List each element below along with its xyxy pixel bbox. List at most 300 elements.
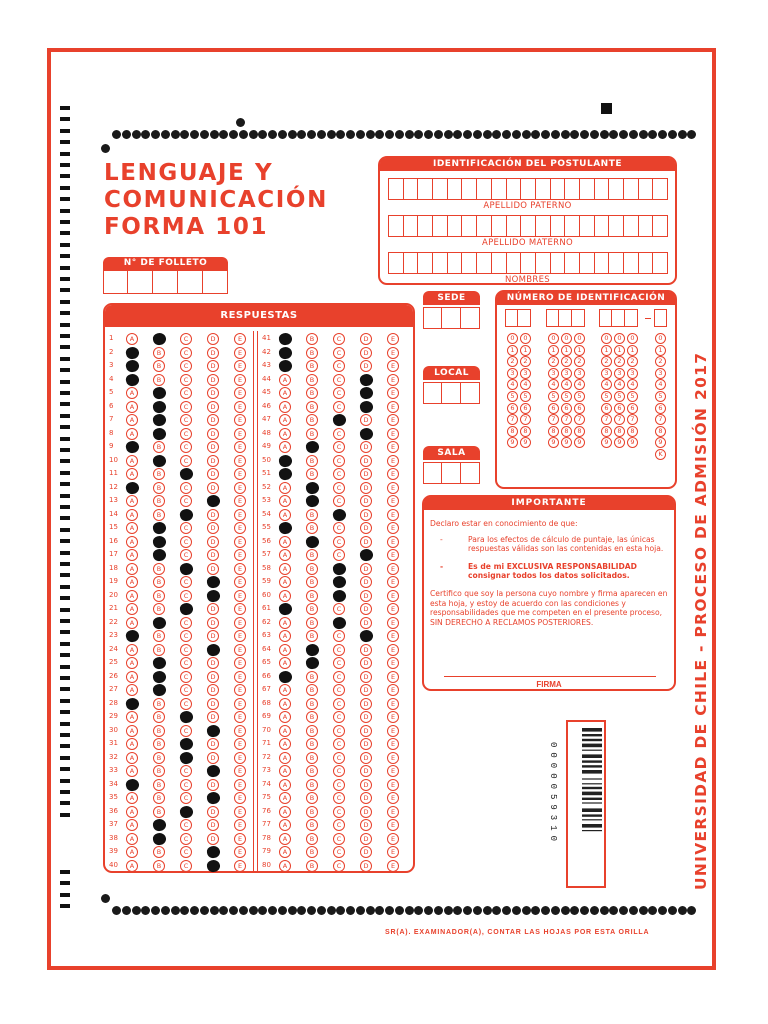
id-number-box[interactable] (599, 309, 612, 327)
id-digit-bubble[interactable]: 7 (601, 414, 612, 425)
answer-bubble[interactable]: A (126, 792, 138, 804)
answer-bubble[interactable]: D (360, 779, 372, 791)
folleto-box[interactable] (153, 270, 178, 294)
answer-bubble[interactable]: D (360, 333, 372, 345)
answer-bubble[interactable]: D (207, 482, 219, 494)
answer-bubble[interactable]: B (153, 846, 165, 858)
identification-box[interactable] (536, 252, 551, 274)
answer-bubble[interactable]: D (360, 563, 372, 575)
answer-bubble[interactable]: A (279, 630, 291, 642)
answer-bubble[interactable]: C (333, 468, 345, 480)
answer-bubble[interactable]: E (387, 671, 399, 683)
id-digit-bubble[interactable]: 9 (627, 437, 638, 448)
answer-bubble[interactable]: A (126, 455, 138, 467)
answer-bubble[interactable]: E (387, 752, 399, 764)
answer-bubble[interactable]: A (126, 603, 138, 615)
answer-bubble[interactable]: E (387, 657, 399, 669)
answer-bubble[interactable] (125, 696, 140, 710)
id-digit-bubble[interactable]: 8 (614, 426, 625, 437)
answer-bubble[interactable] (179, 467, 194, 481)
check-digit-bubble[interactable]: 0 (655, 333, 666, 344)
answer-bubble[interactable]: E (234, 536, 246, 548)
answer-bubble[interactable]: A (279, 441, 291, 453)
id-digit-bubble[interactable]: 2 (574, 356, 585, 367)
answer-bubble[interactable]: A (279, 657, 291, 669)
identification-box[interactable] (462, 252, 477, 274)
id-digit-bubble[interactable]: 2 (561, 356, 572, 367)
answer-bubble[interactable]: C (180, 617, 192, 629)
answer-bubble[interactable]: E (387, 779, 399, 791)
answer-bubble[interactable]: E (234, 603, 246, 615)
answer-bubble[interactable]: E (234, 522, 246, 534)
answer-bubble[interactable]: E (387, 455, 399, 467)
answer-bubble[interactable]: E (234, 819, 246, 831)
answer-bubble[interactable]: E (387, 387, 399, 399)
id-digit-bubble[interactable]: 5 (520, 391, 531, 402)
answer-bubble[interactable]: A (126, 617, 138, 629)
answer-bubble[interactable]: A (126, 671, 138, 683)
answer-bubble[interactable]: E (234, 333, 246, 345)
id-digit-bubble[interactable]: 8 (627, 426, 638, 437)
answer-bubble[interactable]: C (333, 833, 345, 845)
answer-bubble[interactable]: C (333, 549, 345, 561)
answer-bubble[interactable]: B (153, 374, 165, 386)
answer-bubble[interactable]: A (279, 401, 291, 413)
check-digit-bubble[interactable]: 1 (655, 345, 666, 356)
answer-bubble[interactable]: C (180, 698, 192, 710)
answer-bubble[interactable]: B (306, 833, 318, 845)
answer-bubble[interactable]: D (360, 414, 372, 426)
answer-bubble[interactable]: E (387, 374, 399, 386)
answer-bubble[interactable]: B (306, 333, 318, 345)
identification-box-row[interactable] (388, 252, 668, 274)
answer-bubble[interactable]: B (306, 738, 318, 750)
answer-bubble[interactable]: E (234, 725, 246, 737)
answer-bubble[interactable]: C (333, 711, 345, 723)
answer-bubble[interactable]: D (360, 738, 372, 750)
identification-box[interactable] (388, 215, 404, 237)
answer-bubble[interactable]: A (126, 860, 138, 872)
answer-bubble[interactable]: A (126, 333, 138, 345)
id-number-box[interactable] (654, 309, 667, 327)
answer-bubble[interactable]: A (126, 563, 138, 575)
answer-bubble[interactable]: C (180, 347, 192, 359)
answer-bubble[interactable]: D (207, 549, 219, 561)
answer-bubble[interactable]: B (306, 455, 318, 467)
id-digit-bubble[interactable]: 4 (627, 379, 638, 390)
answer-bubble[interactable] (278, 467, 293, 481)
answer-bubble[interactable]: E (234, 630, 246, 642)
id-digit-bubble[interactable]: 9 (507, 437, 518, 448)
answer-bubble[interactable]: D (360, 698, 372, 710)
answer-bubble[interactable]: E (234, 563, 246, 575)
answer-bubble[interactable]: A (279, 752, 291, 764)
identification-box[interactable] (565, 178, 580, 200)
answer-bubble[interactable]: E (234, 549, 246, 561)
id-digit-bubble[interactable]: 7 (507, 414, 518, 425)
answer-bubble[interactable]: E (387, 509, 399, 521)
identification-box[interactable] (609, 252, 624, 274)
answer-bubble[interactable]: A (279, 428, 291, 440)
answer-bubble[interactable]: C (333, 657, 345, 669)
answer-bubble[interactable]: E (234, 468, 246, 480)
answer-bubble[interactable]: D (207, 563, 219, 575)
identification-box[interactable] (639, 252, 654, 274)
answer-bubble[interactable] (206, 723, 221, 737)
answer-bubble[interactable]: B (306, 779, 318, 791)
answer-bubble[interactable]: E (234, 698, 246, 710)
answer-bubble[interactable]: B (153, 806, 165, 818)
answer-bubble[interactable]: D (207, 414, 219, 426)
identification-box[interactable] (433, 178, 448, 200)
answer-bubble[interactable] (125, 440, 140, 454)
answer-bubble[interactable] (152, 386, 167, 400)
answer-bubble[interactable] (278, 345, 293, 359)
answer-bubble[interactable]: C (180, 576, 192, 588)
id-digit-bubble[interactable]: 0 (561, 333, 572, 344)
answer-bubble[interactable]: C (333, 752, 345, 764)
id-digit-bubble[interactable]: 4 (614, 379, 625, 390)
answer-bubble[interactable]: A (126, 819, 138, 831)
answer-bubble[interactable]: E (234, 846, 246, 858)
id-digit-bubble[interactable]: 8 (574, 426, 585, 437)
answer-bubble[interactable]: E (234, 360, 246, 372)
answer-bubble[interactable]: E (234, 806, 246, 818)
local-boxes[interactable] (423, 382, 480, 404)
answer-bubble[interactable]: E (387, 711, 399, 723)
id-digit-bubble[interactable]: 6 (627, 403, 638, 414)
answer-bubble[interactable]: E (234, 711, 246, 723)
identification-box[interactable] (580, 252, 595, 274)
answer-bubble[interactable]: E (387, 738, 399, 750)
id-digit-bubble[interactable]: 3 (601, 368, 612, 379)
id-digit-bubble[interactable]: 1 (548, 345, 559, 356)
answer-bubble[interactable]: A (126, 468, 138, 480)
answer-bubble[interactable] (359, 399, 374, 413)
answer-bubble[interactable]: E (387, 630, 399, 642)
answer-bubble[interactable] (332, 561, 347, 575)
answer-bubble[interactable] (152, 831, 167, 845)
answer-bubble[interactable]: E (234, 495, 246, 507)
answer-bubble[interactable]: A (279, 495, 291, 507)
id-digit-bubble[interactable]: 1 (520, 345, 531, 356)
answer-bubble[interactable]: E (387, 846, 399, 858)
identification-box[interactable] (551, 178, 566, 200)
identification-box[interactable] (418, 215, 433, 237)
answer-bubble[interactable]: A (279, 374, 291, 386)
id-digit-bubble[interactable]: 6 (520, 403, 531, 414)
identification-box[interactable] (653, 178, 668, 200)
id-digit-bubble[interactable]: 4 (561, 379, 572, 390)
check-digit-bubble[interactable]: 5 (655, 391, 666, 402)
identification-box[interactable] (595, 252, 610, 274)
answer-bubble[interactable]: D (360, 671, 372, 683)
answer-bubble[interactable]: B (306, 563, 318, 575)
answer-bubble[interactable]: D (207, 630, 219, 642)
answer-bubble[interactable]: A (126, 657, 138, 669)
answer-bubble[interactable] (305, 656, 320, 670)
answer-bubble[interactable]: A (279, 684, 291, 696)
answer-bubble[interactable]: D (360, 806, 372, 818)
id-digit-bubble[interactable]: 0 (520, 333, 531, 344)
identification-box[interactable] (551, 252, 566, 274)
answer-bubble[interactable] (125, 480, 140, 494)
answer-bubble[interactable]: D (207, 779, 219, 791)
answer-bubble[interactable]: C (333, 698, 345, 710)
answer-bubble[interactable] (332, 413, 347, 427)
id-digit-bubble[interactable]: 4 (520, 379, 531, 390)
answer-bubble[interactable]: D (207, 455, 219, 467)
answer-bubble[interactable] (278, 332, 293, 346)
answer-bubble[interactable]: E (387, 833, 399, 845)
id-number-box[interactable] (572, 309, 585, 327)
answer-bubble[interactable]: B (306, 347, 318, 359)
id-number-box[interactable] (518, 309, 531, 327)
answer-bubble[interactable]: D (207, 333, 219, 345)
answer-bubble[interactable]: B (153, 590, 165, 602)
answer-bubble[interactable]: D (360, 752, 372, 764)
identification-box[interactable] (462, 215, 477, 237)
identification-box[interactable] (536, 215, 551, 237)
answer-bubble[interactable] (125, 359, 140, 373)
answer-bubble[interactable] (206, 588, 221, 602)
answer-bubble[interactable]: D (207, 603, 219, 615)
identification-box[interactable] (433, 215, 448, 237)
answer-bubble[interactable]: D (360, 590, 372, 602)
answer-bubble[interactable]: B (306, 711, 318, 723)
id-digit-bubble[interactable]: 1 (561, 345, 572, 356)
answer-bubble[interactable]: A (126, 414, 138, 426)
answer-bubble[interactable]: B (306, 401, 318, 413)
identification-box[interactable] (477, 178, 492, 200)
id-digit-bubble[interactable]: 8 (507, 426, 518, 437)
answer-bubble[interactable]: A (126, 522, 138, 534)
answer-bubble[interactable]: B (306, 860, 318, 872)
check-digit-bubble[interactable]: 8 (655, 426, 666, 437)
answer-bubble[interactable]: C (333, 374, 345, 386)
id-digit-bubble[interactable]: 1 (507, 345, 518, 356)
answer-bubble[interactable]: E (234, 765, 246, 777)
id-digit-bubble[interactable]: 5 (561, 391, 572, 402)
id-number-boxes[interactable] (546, 309, 585, 327)
answer-bubble[interactable]: E (234, 833, 246, 845)
answer-bubble[interactable]: D (360, 617, 372, 629)
check-digit-bubble[interactable]: 6 (655, 403, 666, 414)
answer-bubble[interactable]: B (306, 752, 318, 764)
answer-bubble[interactable]: B (306, 698, 318, 710)
folleto-box[interactable] (178, 270, 203, 294)
answer-bubble[interactable]: A (126, 711, 138, 723)
answer-bubble[interactable]: B (306, 576, 318, 588)
answer-bubble[interactable]: E (234, 401, 246, 413)
identification-box[interactable] (492, 178, 507, 200)
answer-bubble[interactable] (332, 507, 347, 521)
folleto-box[interactable] (203, 270, 228, 294)
id-digit-bubble[interactable]: 2 (614, 356, 625, 367)
answer-bubble[interactable] (305, 480, 320, 494)
answer-bubble[interactable]: A (126, 684, 138, 696)
id-digit-bubble[interactable]: 0 (548, 333, 559, 344)
id-digit-bubble[interactable]: 0 (627, 333, 638, 344)
answer-bubble[interactable]: B (153, 347, 165, 359)
answer-bubble[interactable]: A (126, 401, 138, 413)
answer-bubble[interactable]: D (360, 360, 372, 372)
answer-bubble[interactable]: C (180, 333, 192, 345)
identification-box[interactable] (477, 215, 492, 237)
answer-bubble[interactable]: B (153, 509, 165, 521)
answer-bubble[interactable]: E (387, 414, 399, 426)
answer-bubble[interactable]: E (387, 549, 399, 561)
answer-bubble[interactable]: A (279, 414, 291, 426)
answer-bubble[interactable]: E (234, 792, 246, 804)
identification-box[interactable] (404, 178, 419, 200)
answer-bubble[interactable]: B (306, 374, 318, 386)
answer-bubble[interactable]: B (306, 617, 318, 629)
answer-bubble[interactable]: B (306, 630, 318, 642)
answer-bubble[interactable] (179, 561, 194, 575)
answer-bubble[interactable]: C (333, 522, 345, 534)
answer-bubble[interactable]: C (180, 536, 192, 548)
answer-bubble[interactable]: A (279, 738, 291, 750)
id-digit-bubble[interactable]: 9 (561, 437, 572, 448)
answer-bubble[interactable]: C (333, 779, 345, 791)
answer-bubble[interactable]: A (279, 860, 291, 872)
answer-bubble[interactable]: D (207, 698, 219, 710)
check-digit-bubble[interactable]: 9 (655, 437, 666, 448)
id-digit-bubble[interactable]: 4 (507, 379, 518, 390)
answer-bubble[interactable]: B (153, 738, 165, 750)
answer-bubble[interactable]: D (207, 522, 219, 534)
answer-bubble[interactable]: C (180, 374, 192, 386)
answer-bubble[interactable]: D (360, 455, 372, 467)
answer-bubble[interactable]: E (234, 387, 246, 399)
answer-bubble[interactable]: C (180, 414, 192, 426)
answer-bubble[interactable]: E (387, 698, 399, 710)
identification-box-row[interactable] (388, 215, 668, 237)
answer-bubble[interactable] (152, 426, 167, 440)
id-digit-bubble[interactable]: 6 (548, 403, 559, 414)
answer-bubble[interactable]: A (279, 482, 291, 494)
answer-bubble[interactable] (152, 521, 167, 535)
answer-bubble[interactable] (332, 575, 347, 589)
answer-bubble[interactable] (125, 777, 140, 791)
id-digit-bubble[interactable]: 7 (574, 414, 585, 425)
answer-bubble[interactable] (206, 642, 221, 656)
id-digit-bubble[interactable]: 1 (574, 345, 585, 356)
answer-bubble[interactable]: A (126, 725, 138, 737)
identification-box[interactable] (565, 215, 580, 237)
id-number-box[interactable] (559, 309, 572, 327)
answer-bubble[interactable]: D (360, 441, 372, 453)
answer-bubble[interactable] (305, 494, 320, 508)
id-digit-bubble[interactable]: 3 (614, 368, 625, 379)
answer-bubble[interactable]: C (180, 684, 192, 696)
answer-bubble[interactable]: B (153, 752, 165, 764)
identification-box[interactable] (448, 252, 463, 274)
answer-bubble[interactable]: D (207, 657, 219, 669)
id-digit-bubble[interactable]: 4 (574, 379, 585, 390)
answer-bubble[interactable] (206, 791, 221, 805)
id-digit-bubble[interactable]: 5 (548, 391, 559, 402)
answer-bubble[interactable]: A (279, 819, 291, 831)
answer-bubble[interactable]: E (387, 401, 399, 413)
id-digit-bubble[interactable]: 0 (614, 333, 625, 344)
id-digit-bubble[interactable]: 6 (561, 403, 572, 414)
answer-bubble[interactable]: D (360, 468, 372, 480)
answer-bubble[interactable]: E (387, 482, 399, 494)
id-digit-bubble[interactable]: 9 (601, 437, 612, 448)
answer-bubble[interactable]: E (387, 617, 399, 629)
answer-bubble[interactable]: E (234, 644, 246, 656)
answer-bubble[interactable]: A (279, 387, 291, 399)
answer-bubble[interactable]: E (387, 536, 399, 548)
answer-bubble[interactable]: E (387, 644, 399, 656)
identification-box[interactable] (418, 178, 433, 200)
answer-bubble[interactable]: D (207, 387, 219, 399)
answer-bubble[interactable]: A (126, 765, 138, 777)
answer-bubble[interactable]: C (180, 779, 192, 791)
identification-box[interactable] (595, 215, 610, 237)
id-digit-bubble[interactable]: 0 (574, 333, 585, 344)
answer-bubble[interactable]: C (333, 630, 345, 642)
answer-bubble[interactable]: C (180, 725, 192, 737)
answer-bubble[interactable] (305, 440, 320, 454)
id-digit-bubble[interactable]: 9 (614, 437, 625, 448)
answer-bubble[interactable] (152, 453, 167, 467)
answer-bubble[interactable]: E (234, 752, 246, 764)
answer-bubble[interactable]: E (387, 792, 399, 804)
check-digit-bubble[interactable]: 3 (655, 368, 666, 379)
answer-bubble[interactable]: E (234, 684, 246, 696)
answer-bubble[interactable] (152, 615, 167, 629)
answer-bubble[interactable]: A (279, 806, 291, 818)
answer-bubble[interactable]: D (360, 860, 372, 872)
answer-bubble[interactable]: C (180, 630, 192, 642)
answer-bubble[interactable]: E (234, 657, 246, 669)
answer-bubble[interactable]: A (279, 509, 291, 521)
answer-bubble[interactable]: E (234, 576, 246, 588)
identification-box[interactable] (624, 215, 639, 237)
answer-bubble[interactable]: E (387, 428, 399, 440)
identification-box[interactable] (609, 178, 624, 200)
answer-bubble[interactable]: C (333, 536, 345, 548)
answer-bubble[interactable]: D (360, 765, 372, 777)
answer-bubble[interactable]: C (333, 401, 345, 413)
answer-bubble[interactable]: C (180, 495, 192, 507)
id-digit-bubble[interactable]: 0 (601, 333, 612, 344)
answer-bubble[interactable]: D (207, 536, 219, 548)
identification-box[interactable] (521, 178, 536, 200)
answer-bubble[interactable]: C (180, 644, 192, 656)
answer-bubble[interactable]: E (387, 725, 399, 737)
answer-bubble[interactable]: A (279, 698, 291, 710)
answer-bubble[interactable]: B (153, 792, 165, 804)
answer-bubble[interactable]: B (306, 468, 318, 480)
id-digit-bubble[interactable]: 3 (627, 368, 638, 379)
answer-bubble[interactable]: E (387, 347, 399, 359)
answer-bubble[interactable]: B (153, 860, 165, 872)
answer-bubble[interactable]: B (153, 765, 165, 777)
answer-bubble[interactable]: D (360, 684, 372, 696)
answer-bubble[interactable]: E (387, 468, 399, 480)
answer-bubble[interactable]: C (180, 819, 192, 831)
check-digit-bubble-k[interactable]: K (655, 449, 666, 460)
answer-bubble[interactable]: A (126, 644, 138, 656)
answer-bubble[interactable] (152, 656, 167, 670)
answer-bubble[interactable]: B (153, 360, 165, 372)
id-digit-bubble[interactable]: 6 (614, 403, 625, 414)
answer-bubble[interactable]: D (360, 482, 372, 494)
